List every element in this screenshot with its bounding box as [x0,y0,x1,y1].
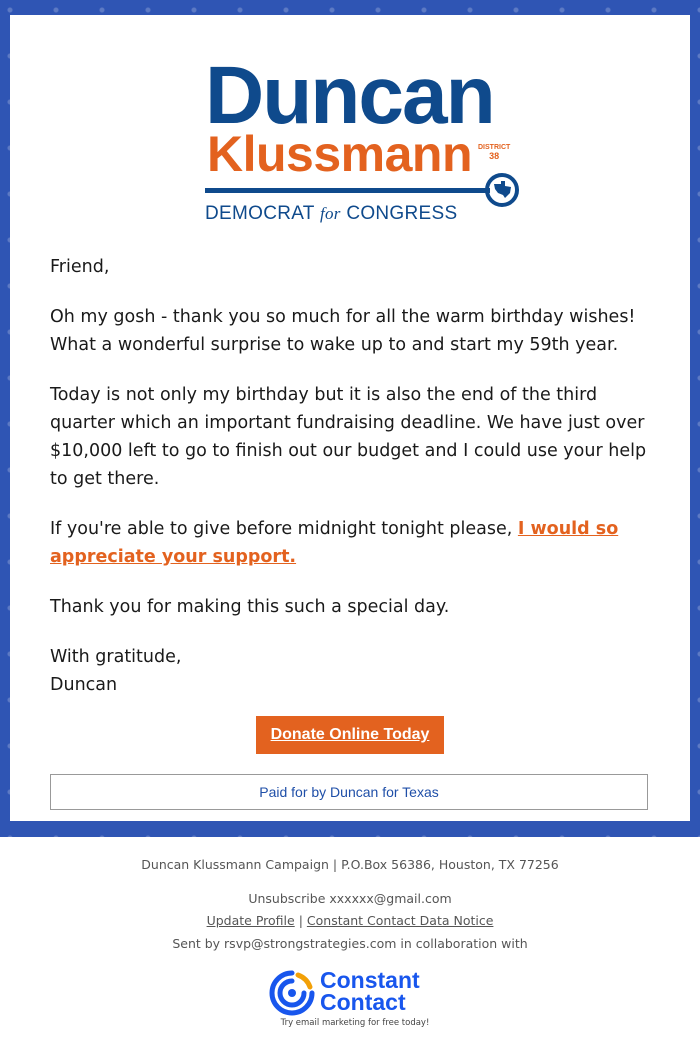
texas-underline-icon [205,173,520,207]
support-link[interactable]: I would so appreciate your support. [50,519,619,567]
sent-by-text: Sent by rsvp@strongstrategies.com in collaboration with [172,936,528,951]
campaign-logo [195,50,525,230]
constant-contact-logo[interactable] [268,969,438,1029]
constant-contact-icon [268,969,316,1017]
cc-line1: Constant [320,967,420,993]
tagline-congress: CONGRESS [346,203,458,224]
district-badge [478,143,510,161]
district-number: 38 [489,151,500,161]
footer-links [0,913,700,928]
paragraph-thanks: Oh my gosh - thank you so much for all the warm birthday wishes! What a wonderful surprise to wake up to and start my 59th year. [50,307,636,355]
paragraph-deadline: Today is not only my birthday but it is also the end of the third quarter which an important fundraising deadline. We have just over $10,000 left to go to finish out our budget and I could use your help to get there. [50,385,647,489]
closing: With gratitude, [50,647,182,667]
email-footer [0,837,700,1053]
sign-off [50,643,650,699]
logo-last-name: Klussmann [207,126,473,182]
signature: Duncan [50,675,118,695]
paragraph-closing-thanks: Thank you for making this such a special day. [50,597,450,617]
update-profile-link[interactable]: Update Profile [206,913,295,928]
donate-button[interactable]: Donate Online Today [256,716,444,754]
paragraph-ask [50,515,650,571]
paid-for-disclaimer: Paid for by Duncan for Texas [50,774,648,810]
tagline-democrat: DEMOCRAT [205,203,315,224]
tagline-for: for [319,204,341,223]
constant-contact-tagline: Try email marketing for free today! [280,1018,430,1028]
campaign-address: Duncan Klussmann Campaign | P.O.Box 56386, Houston, TX 77256 [141,857,559,872]
link-separator: | [298,913,303,928]
logo-first-name: Duncan [205,50,494,141]
district-label: DISTRICT [478,144,511,151]
letter-body [50,253,650,721]
unsubscribe-text[interactable]: Unsubscribe xxxxxx@gmail.com [248,891,452,906]
greeting: Friend, [50,257,110,277]
ask-text: If you're able to give before midnight tonight please, [50,519,518,539]
data-notice-link[interactable]: Constant Contact Data Notice [306,913,494,928]
logo-tagline [205,203,457,225]
constant-contact-name [320,969,420,1013]
email-card [10,15,690,821]
cc-line2: Contact [320,989,406,1015]
